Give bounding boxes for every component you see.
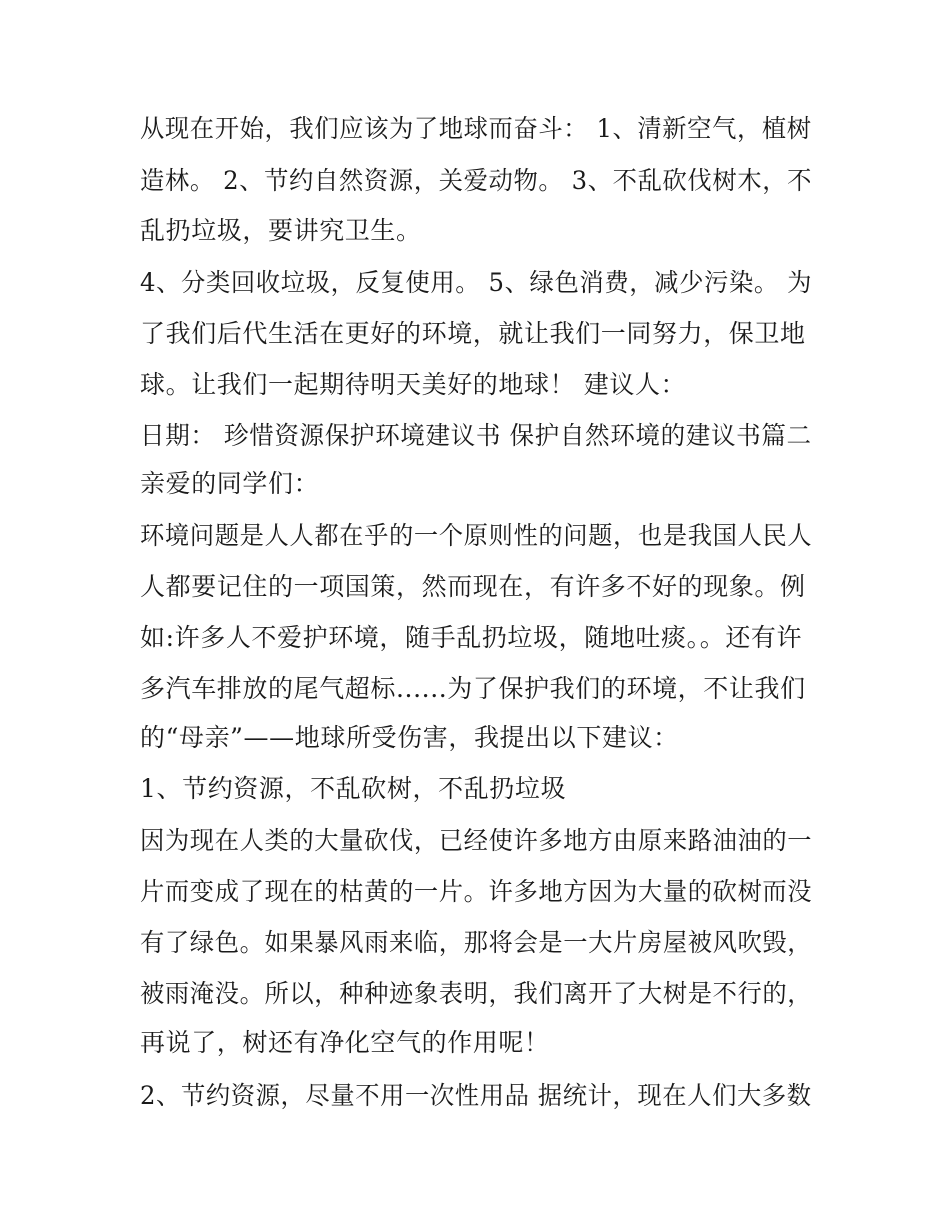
text-line: 多汽车排放的尾气超标......为了保护我们的环境，不让我们 <box>140 674 806 703</box>
text-line: 4、分类回收垃圾，反复使用。 5、绿色消费，减少污染。 为 <box>140 268 813 297</box>
text-line: 日期： 珍惜资源保护环境建议书 保护自然环境的建议书篇二 <box>140 421 812 450</box>
text-line: 的“母亲”——地球所受伤害，我提出以下建议： <box>140 723 679 752</box>
text-line: 因为现在人类的大量砍伐，已经使许多地方由原来路油油的一 <box>140 826 813 855</box>
text-line: 如:许多人不爱护环境，随手乱扔垃圾，随地吐痰。。还有许 <box>140 623 803 652</box>
text-line: 再说了，树还有净化空气的作用呢！ <box>140 1028 550 1057</box>
text-line: 被雨淹没。所以，种种迹象表明，我们离开了大树是不行的， <box>140 979 813 1008</box>
text-line: 人都要记住的一项国策，然而现在，有许多不好的现象。例 <box>140 572 806 601</box>
text-line: 2、节约资源，尽量不用一次性用品 据统计，现在人们大多数 <box>140 1081 812 1110</box>
text-line: 1、节约资源，不乱砍树，不乱扔垃圾 <box>140 774 567 803</box>
text-line: 乱扔垃圾，要讲究卫生。 <box>140 216 422 245</box>
text-line: 球。让我们一起期待明天美好的地球！ 建议人： <box>140 370 687 399</box>
text-line: 环境问题是人人都在乎的一个原则性的问题，也是我国人民人 <box>140 521 813 550</box>
text-line: 了我们后代生活在更好的环境，就让我们一同努力，保卫地 <box>140 319 806 348</box>
text-line: 从现在开始，我们应该为了地球而奋斗： 1、清新空气，植树 <box>140 114 812 143</box>
text-line: 片而变成了现在的枯黄的一片。许多地方因为大量的砍树而没 <box>140 877 813 906</box>
text-line: 造林。 2、节约自然资源，关爱动物。 3、不乱砍伐树木，不 <box>140 166 813 195</box>
text-line: 亲爱的同学们： <box>140 469 320 498</box>
text-line: 有了绿色。如果暴风雨来临，那将会是一大片房屋被风吹毁， <box>140 928 813 957</box>
